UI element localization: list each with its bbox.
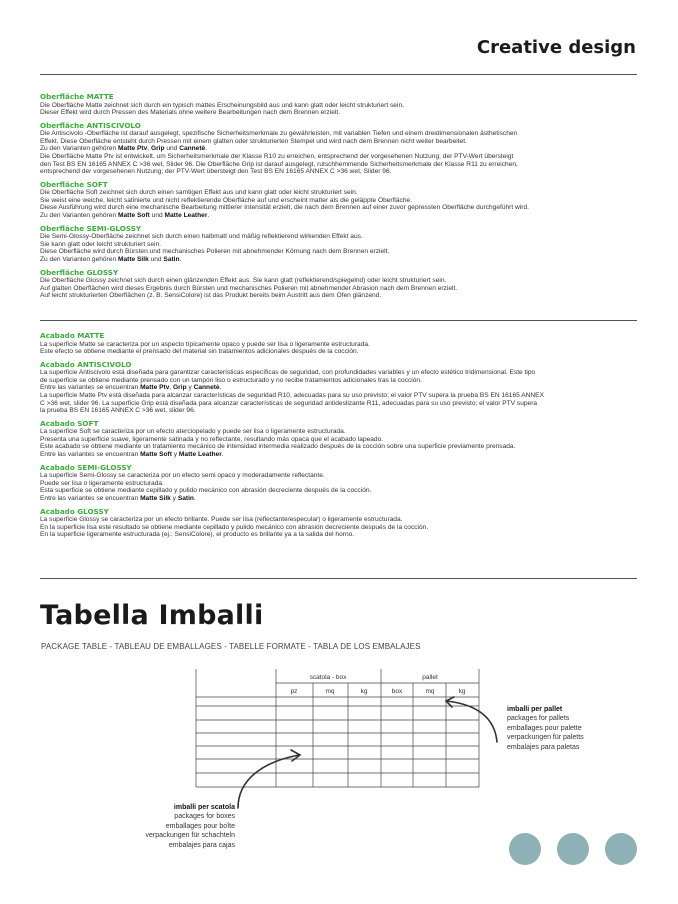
text-segment: Entre las variantes se encuentran <box>40 384 141 392</box>
text-segment: Diese Ausführung wird durch eine mechanische Bearbeitung mittlerer Intensität erzielt, die nach dem Brennen auf einer zuvor gepressten Oberfläche durchgeführt wird. <box>40 204 529 212</box>
variant-name: Matte Soft <box>117 212 150 220</box>
pallet-note-line: embalajes para paletas <box>507 743 580 751</box>
text-segment: . <box>179 255 182 263</box>
variant-name: Matte Ptv <box>117 145 148 153</box>
text-segment: Entre las variantes se encuentran <box>40 494 141 502</box>
text-segment: Die Oberfläche Matte Ptv ist entwickelt, um Sicherheitsmerkmale der Klasse R10 zu erreichen, entsprechend der vorgesehenen Nutzung; der PTV-Wert übersteigt <box>40 152 514 160</box>
text-segment: Entre las variantes se encuentran <box>40 451 141 459</box>
table-group-header-pallet: pallet <box>422 674 438 681</box>
pallet-note-line: verpackungen für paletts <box>507 734 584 742</box>
text-segment: . <box>221 451 224 459</box>
text-segment: la prueba BS EN 16165 ANNEX C >36 wet, slider 96. <box>40 407 196 415</box>
variant-name: Matte Silk <box>140 494 171 502</box>
packaging-subtitle: PACKAGE TABLE - TABLEAU DE EMBALLAGES - TABELLE FORMATE - TABLA DE LOS EMBALAJES <box>41 642 421 651</box>
pallet-note-line: packages for pallets <box>507 715 570 723</box>
table-subheader: pz <box>290 688 298 695</box>
variant-name: Matte Leather <box>164 212 208 220</box>
variant-name: Cannetè <box>179 145 206 153</box>
text-segment: de superficie se obtiene mediante prensado con un tampón liso o estructurado y no recibe tratamientos adicionales tras la cocción. <box>40 376 422 384</box>
text-segment: Diese Oberfläche wird durch Bürsten und mechanisches Polieren mit abnehmender Körnung nach dem Brennen erzielt. <box>40 248 390 256</box>
text-segment: Auf glatten Oberflächen wird dieses Ergebnis durch Bürsten und mechanisches Polieren mit abnehmender Abrasion nach dem Brennen erzielt. <box>40 284 458 292</box>
finish-title: Oberfläche SOFT <box>40 179 108 189</box>
text-segment: Presenta una superficie suave, ligeramente satinada y no reflectante, resultando más opaca que el acabado lapeado. <box>40 435 384 443</box>
table-subheader: kg <box>458 688 466 695</box>
box-note-title: imballi per scatola <box>173 804 235 811</box>
text-segment: Die Oberfläche Glossy zeichnet sich durch einen glänzenden Effekt aus. Sie kann glatt (reflektierend/spiegelnd) oder leicht strukturiert sein. <box>40 277 447 284</box>
box-note-line: emballages pour boîte <box>165 822 235 830</box>
finish-title: Acabado SOFT <box>40 418 99 428</box>
variant-name: Matte Silk <box>117 255 149 263</box>
text-segment: La superficie Antiscivolo está diseñada para garantizar características específicas de seguridad, con profundidades variables y un efecto estético tridimensional. Este tipo <box>40 369 536 377</box>
pallet-note <box>507 705 584 752</box>
text-segment: und <box>148 255 164 263</box>
variant-name: Satin <box>163 255 180 263</box>
text-segment: . <box>205 145 208 153</box>
text-segment: Die Oberfläche Matte zeichnet sich durch ein typisch mattes Erscheinungsbild aus und kann glatt oder leicht strukturiert sein. <box>40 101 404 109</box>
box-note-line: packages for boxes <box>174 813 235 821</box>
finish-title: Oberfläche GLOSSY <box>40 267 119 277</box>
text-segment: y <box>186 384 194 392</box>
text-segment: La superficie Matte Ptv está diseñada para alcanzar características de seguridad R10, adecuadas para su uso previsto; el valor PTV supera la prueba BS EN 16165 ANNEX <box>40 391 544 399</box>
decorative-circle <box>509 833 541 865</box>
text-segment: Die Antiscivolo -Oberfläche ist darauf ausgelegt, spezifische Sicherheitsmerkmale zu gewährleisten, mit variablen Tiefen und einem dreidimensionalen ästhetischen <box>40 130 518 138</box>
text-segment: Zu den Varianten gehören <box>40 212 118 220</box>
variant-name: Matte Ptv <box>140 384 170 392</box>
text-segment: Sie kann glatt oder leicht strukturiert sein. <box>40 240 161 248</box>
text-segment: La superficie Soft se caracteriza por un efecto aterciopelado y puede ser lisa o ligeramente estructurada. <box>40 428 346 436</box>
text-segment: Die Semi-Glossy-Oberfläche zeichnet sich durch einen halbmatt und mäßig reflektierend wirkenden Effekt aus. <box>40 233 363 241</box>
text-segment: und <box>149 212 165 220</box>
text-segment: . <box>219 384 222 392</box>
table-subheader: mq <box>325 688 335 695</box>
text-segment: La superficie Semi-Glossy se caracteriza por un efecto semi opaco y moderadamente reflectante. <box>40 472 325 480</box>
box-note <box>100 803 235 850</box>
box-note-line: embalajes para cajas <box>168 841 235 849</box>
text-segment: La superficie Matte se caracteriza por un aspecto típicamente opaco y puede ser lisa o ligeramente estructurada. <box>40 340 370 348</box>
variant-name: Matte Soft <box>140 451 172 459</box>
finish-title: Oberfläche SEMI-GLOSSY <box>40 223 142 233</box>
text-segment: Este efecto se obtiene mediante el prensado del material sin tratamientos adicionales después de la cocción. <box>40 348 359 356</box>
table-subheader: kg <box>360 688 368 695</box>
text-segment: und <box>164 145 180 153</box>
text-segment: , <box>169 384 174 392</box>
text-segment: Zu den Varianten gehören <box>40 255 118 263</box>
text-segment: Puede ser lisa o ligeramente estructurada. <box>40 479 164 487</box>
decorative-circle <box>557 833 589 865</box>
finish-title: Acabado GLOSSY <box>40 506 109 516</box>
text-segment: En la superficie lisa este resultado se obtiene mediante cepillado y pulido mecánico con abrasión decreciente después de la cocción. <box>40 523 429 531</box>
text-segment: Dieser Effekt wird durch Pressen des Materials ohne weitere Bearbeitungen nach dem Brennen erzielt. <box>40 109 341 117</box>
text-segment: En la superficie ligeramente estructurada (ej.: SensiColore), el producto es brillante ya a la salida del horno. <box>40 531 355 539</box>
text-segment: Effekt. Diese Oberfläche entsteht durch Pressen mit einem glatten oder strukturierten Stempel und wird nach dem Brennen nicht weiter bearbeitet. <box>40 137 467 145</box>
text-segment: , <box>147 145 151 153</box>
variant-name: Cannetè <box>193 384 220 392</box>
text-segment: Sie weist eine weiche, leicht satinierte und nicht reflektierende Oberfläche auf und erscheint matter als die geläppte Oberfläche. <box>40 196 413 204</box>
text-segment: . <box>193 494 196 502</box>
pallet-note-line: emballages pour palette <box>507 724 582 732</box>
text-segment: . <box>207 212 210 220</box>
text-segment: y <box>171 451 179 459</box>
finish-title: Acabado ANTISCIVOLO <box>40 359 132 369</box>
page-header-title: Creative design <box>476 37 636 58</box>
text-segment: Esta superficie se obtiene mediante cepillado y pulido mecánico con abrasión decreciente después de la cocción. <box>40 487 372 495</box>
table-subheader: box <box>391 688 403 695</box>
text-segment: Zu den Varianten gehören <box>40 145 118 153</box>
decorative-circle <box>605 833 637 865</box>
text-segment: entsprechend der vorgesehenen Nutzung; der PTV-Wert übersteigt den Test BS EN 16165 ANNEX C >36 wet, Slider 96. <box>40 168 392 176</box>
table-group-header-box: scatola - box <box>309 674 347 681</box>
variant-name: Matte Leather <box>178 451 222 459</box>
finish-title: Acabado MATTE <box>40 331 105 340</box>
table-subheader: mq <box>425 688 435 695</box>
text-segment: La superficie Glossy se caracteriza por un efecto brillante. Puede ser lisa (reflectante/especular) o ligeramente estructurada. <box>40 516 403 523</box>
variant-name: Satin <box>177 494 194 502</box>
pallet-note-title: imballi per pallet <box>507 706 563 713</box>
text-segment: Este acabado se obtiene mediante un tratamiento mecánico de intensidad intermedia realizado después de la cocción sobre una superficie previamente prensada. <box>40 443 516 451</box>
finish-title: Oberfläche ANTISCIVOLO <box>40 120 141 130</box>
box-note-line: verpackungen für schachteln <box>145 832 235 840</box>
variant-name: Grip <box>150 145 165 153</box>
text-segment: y <box>170 494 178 502</box>
finish-title: Acabado SEMI-GLOSSY <box>40 462 132 472</box>
finish-title: Oberfläche MATTE <box>40 92 114 101</box>
pallet-arrow-icon <box>446 697 497 742</box>
text-segment: C >36 wet, slider 96. La superficie Grip está diseñada para alcanzar características de seguridad antideslizante R11, adecuadas para su uso previsto; el valor PTV supera <box>40 399 538 407</box>
text-segment: Auf leicht strukturierten Oberflächen (z. B. SensiColore) ist das Produkt bereits beim Austritt aus dem Ofen glänzend. <box>40 292 382 300</box>
text-segment: den Test BS EN 16165 ANNEX C >36 wet, Slider 96. Die Oberfläche Grip ist darauf ausgelegt, rutschhemmende Sicherheitsmerkmale der Klasse R11 zu erreichen, <box>40 160 518 168</box>
variant-name: Grip <box>173 384 187 392</box>
text-segment: Die Oberfläche Soft zeichnet sich durch einen samtigen Effekt aus und kann glatt oder leicht strukturiert sein. <box>40 189 358 197</box>
packaging-title: Tabella Imballi <box>40 600 264 631</box>
